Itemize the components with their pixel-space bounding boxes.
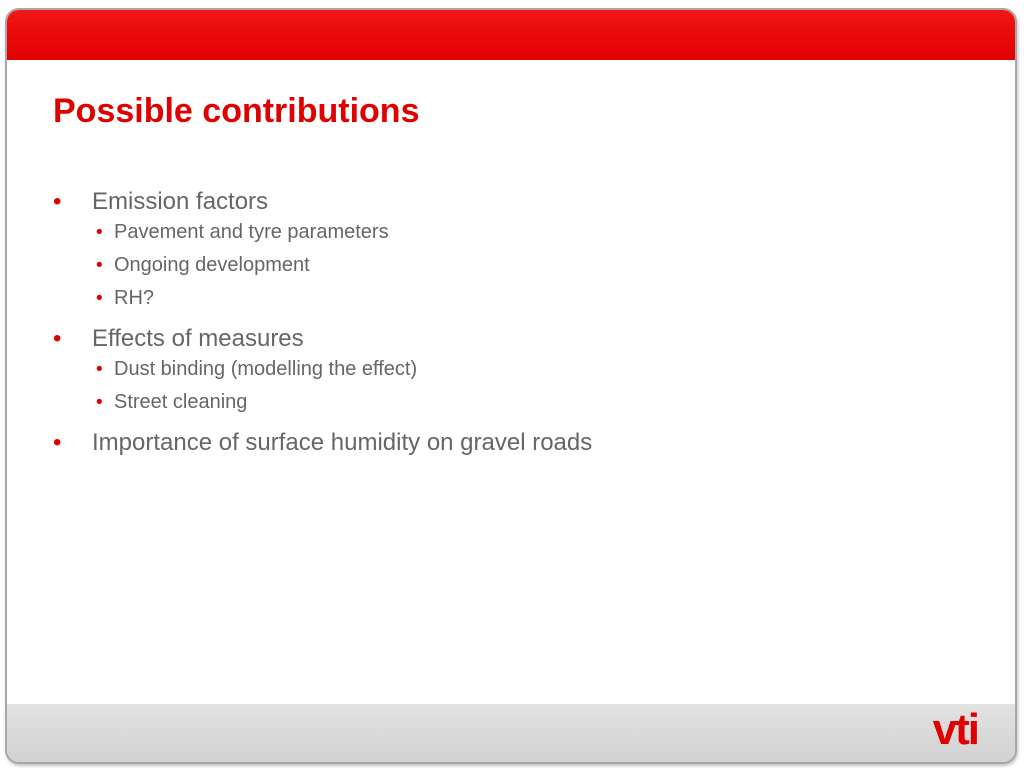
sub-bullet-dot-icon: •	[96, 255, 103, 276]
sub-bullet-dot-icon: •	[96, 222, 103, 243]
sub-bullet-text: Pavement and tyre parameters	[114, 221, 389, 243]
bullet-dot-icon: •	[53, 325, 62, 352]
bullet-item-surface-humidity	[47, 427, 947, 459]
sub-bullet-item	[92, 218, 947, 251]
bullet-dot-icon: •	[53, 429, 62, 456]
sub-bullet-text: Street cleaning	[114, 391, 248, 413]
sub-bullet-text: Dust binding (modelling the effect)	[114, 358, 418, 380]
sub-bullet-dot-icon: •	[96, 359, 103, 380]
sub-bullet-dot-icon: •	[96, 288, 103, 309]
bullet-text: Emission factors	[92, 188, 269, 215]
bullet-dot-icon: •	[53, 188, 62, 215]
bullet-item-emission-factors	[47, 186, 947, 317]
slide-title: Possible contributions	[53, 92, 420, 130]
vti-logo: vti	[932, 705, 978, 754]
bullet-item-effects-of-measures	[47, 323, 947, 421]
sub-bullet-list	[92, 218, 947, 317]
sub-bullet-list	[92, 355, 947, 421]
sub-bullet-item	[92, 284, 947, 317]
bullet-text: Importance of surface humidity on gravel roads	[92, 429, 593, 456]
bullet-text: Effects of measures	[92, 325, 304, 352]
sub-bullet-dot-icon: •	[96, 392, 103, 413]
footer-band	[7, 704, 1015, 762]
slide-content	[47, 186, 947, 465]
sub-bullet-text: RH?	[114, 287, 155, 309]
slide	[5, 8, 1017, 764]
header-band	[7, 10, 1015, 60]
sub-bullet-item	[92, 355, 947, 388]
sub-bullet-text: Ongoing development	[114, 254, 310, 276]
sub-bullet-item	[92, 388, 947, 421]
bullet-list	[47, 186, 947, 459]
sub-bullet-item	[92, 251, 947, 284]
